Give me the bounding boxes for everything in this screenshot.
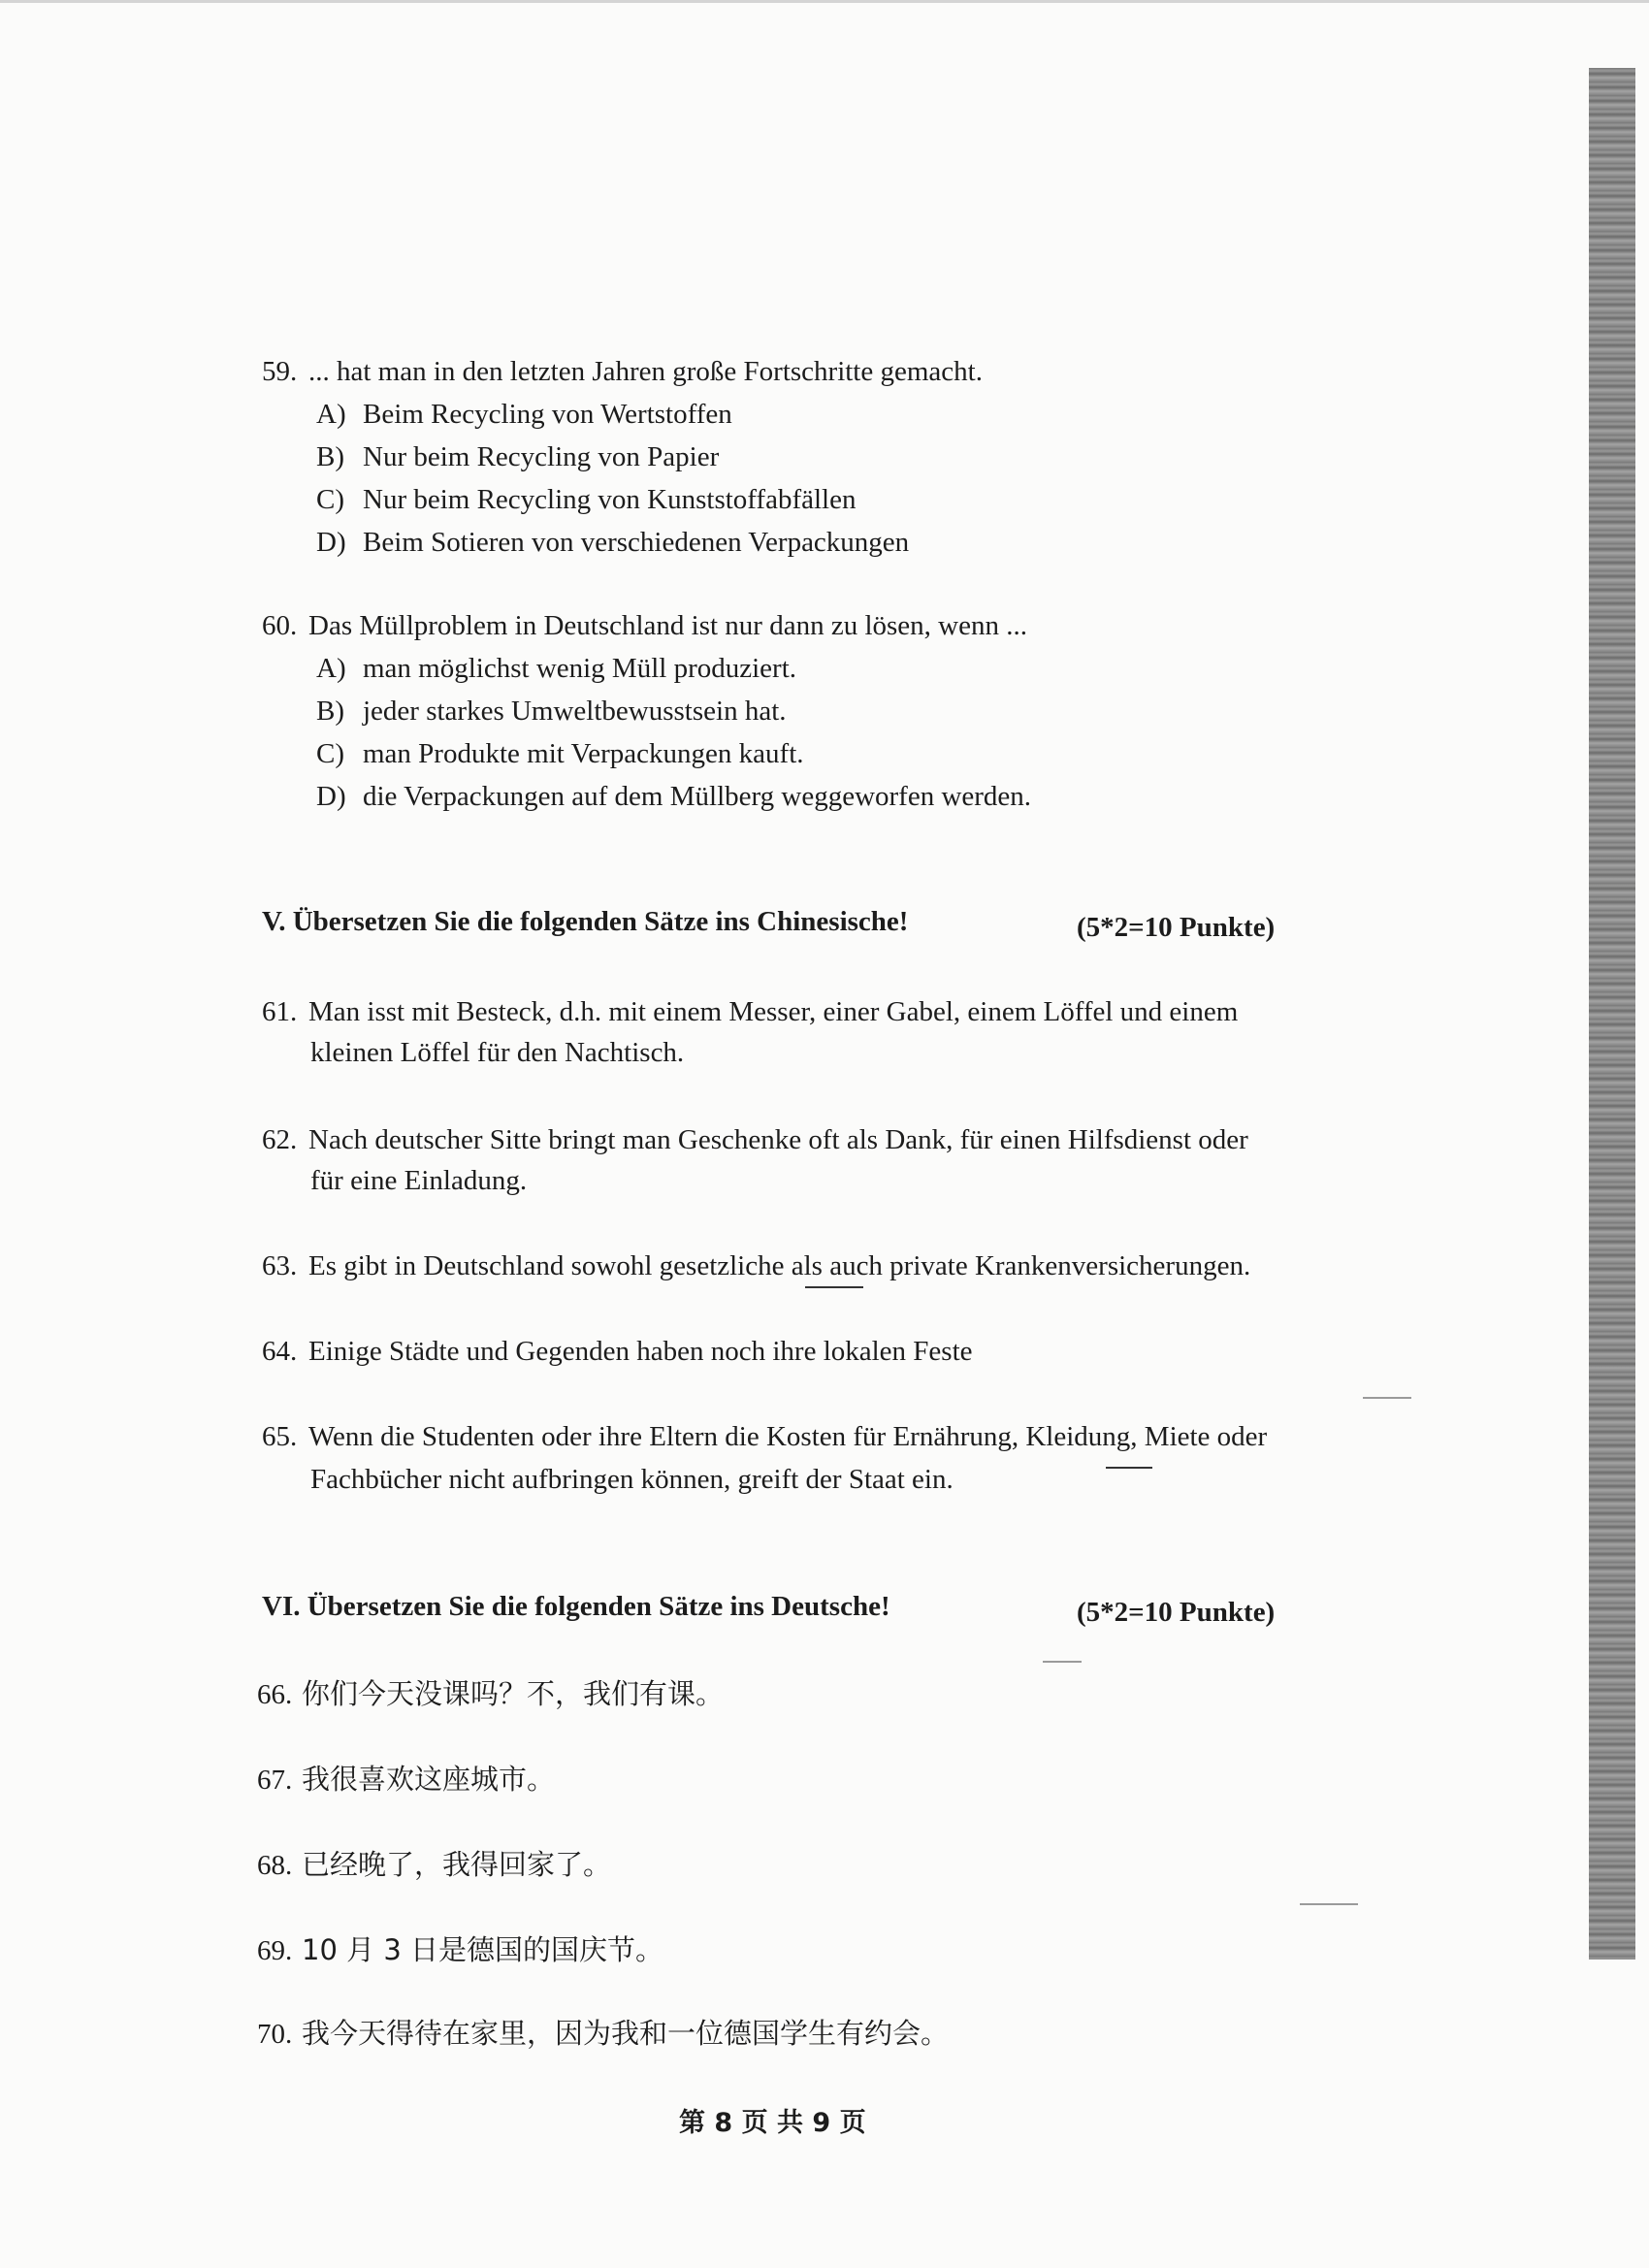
question-number: 66. [257, 1679, 293, 1710]
question-text: Das Müllproblem in Deutschland ist nur dann zu lösen, wenn ... [308, 610, 1027, 641]
scan-speck [1363, 1397, 1411, 1399]
question-69 [257, 1928, 663, 1968]
scan-shadow-edge [1589, 68, 1635, 1960]
question-65 [262, 1418, 1267, 1455]
page-number-footer: 第 8 页 共 9 页 [679, 2108, 866, 2138]
question-text: Nach deutscher Sitte bringt man Geschenke oft als Dank, für einen Hilfsdienst oder [308, 1124, 1248, 1155]
section-vi-points: (5*2=10 Punkte) [1077, 1597, 1276, 1628]
question-text: Man isst mit Besteck, d.h. mit einem Messer, einer Gabel, einem Löffel und einem [308, 996, 1239, 1027]
section-v-title: V. Übersetzen Sie die folgenden Sätze ins Chinesische! [262, 906, 909, 937]
option-text: jeder starkes Umweltbewusstsein hat. [363, 696, 787, 727]
option-text: Beim Recycling von Wertstoffen [363, 399, 732, 430]
question-number: 67. [257, 1765, 293, 1796]
question-66 [257, 1672, 724, 1712]
q60-option-b [316, 693, 787, 729]
question-text: Wenn die Studenten oder ihre Eltern die Kosten für Ernährung, Kleidung, Miete oder [308, 1421, 1268, 1452]
question-64 [262, 1333, 973, 1370]
option-text: Nur beim Recycling von Kunststoffabfällen [363, 484, 857, 515]
question-text: 我很喜欢这座城市。 [302, 1763, 556, 1796]
option-letter: D) [316, 781, 346, 812]
question-number: 65. [262, 1421, 298, 1452]
question-60 [262, 607, 1027, 644]
q60-option-a [316, 650, 796, 687]
section-vi-title: VI. Übersetzen Sie die folgenden Sätze ins Deutsche! [262, 1591, 890, 1622]
question-text: 我今天得待在家里，因为我和一位德国学生有约会。 [302, 2017, 950, 2050]
scan-top-edge [0, 0, 1649, 3]
question-number: 59. [262, 356, 298, 387]
section-v-points: (5*2=10 Punkte) [1077, 912, 1276, 943]
option-text: man möglichst wenig Müll produziert. [363, 653, 797, 684]
question-61 [262, 993, 1238, 1030]
q60-option-d [316, 778, 1031, 815]
q59-option-a [316, 396, 732, 433]
question-text: Es gibt in Deutschland sowohl gesetzliche als auch private Krankenversicherungen. [308, 1250, 1251, 1281]
question-59 [262, 353, 983, 390]
q60-option-c [316, 735, 804, 772]
option-letter: B) [316, 441, 344, 472]
option-text: Nur beim Recycling von Papier [363, 441, 720, 472]
question-62 [262, 1121, 1248, 1158]
question-text: Einige Städte und Gegenden haben noch ihre lokalen Feste [308, 1336, 973, 1367]
question-number: 62. [262, 1124, 298, 1155]
question-number: 63. [262, 1250, 298, 1281]
question-number: 68. [257, 1850, 293, 1881]
option-text: die Verpackungen auf dem Müllberg weggeworfen werden. [363, 781, 1032, 812]
question-62-continuation: für eine Einladung. [310, 1165, 528, 1196]
option-letter: A) [316, 653, 346, 684]
question-number: 60. [262, 610, 298, 641]
option-text: Beim Sotieren von verschiedenen Verpackungen [363, 527, 910, 558]
question-68 [257, 1843, 611, 1883]
option-letter: D) [316, 527, 346, 558]
option-letter: B) [316, 696, 344, 727]
option-text: man Produkte mit Verpackungen kauft. [363, 738, 804, 769]
underline-mark [805, 1286, 863, 1288]
question-number: 64. [262, 1336, 298, 1367]
q59-option-c [316, 481, 856, 518]
option-letter: C) [316, 484, 344, 515]
question-number: 69. [257, 1935, 293, 1966]
question-text: ... hat man in den letzten Jahren große Fortschritte gemacht. [308, 356, 983, 387]
question-number: 70. [257, 2019, 293, 2050]
option-letter: C) [316, 738, 344, 769]
question-67 [257, 1758, 555, 1798]
question-text: 已经晚了，我得回家了。 [302, 1848, 612, 1881]
question-text: 10 月 3 日是德国的国庆节。 [302, 1933, 664, 1966]
underline-mark [1106, 1467, 1152, 1469]
scan-speck [1300, 1903, 1358, 1905]
option-letter: A) [316, 399, 346, 430]
question-number: 61. [262, 996, 298, 1027]
question-63 [262, 1247, 1250, 1284]
q59-option-b [316, 438, 719, 475]
scan-speck [1043, 1661, 1082, 1663]
question-text: 你们今天没课吗？不，我们有课。 [302, 1677, 725, 1710]
question-61-continuation: kleinen Löffel für den Nachtisch. [310, 1037, 685, 1068]
q59-option-d [316, 524, 909, 561]
question-70 [257, 2012, 949, 2052]
question-65-continuation: Fachbücher nicht aufbringen können, greift der Staat ein. [310, 1464, 954, 1495]
